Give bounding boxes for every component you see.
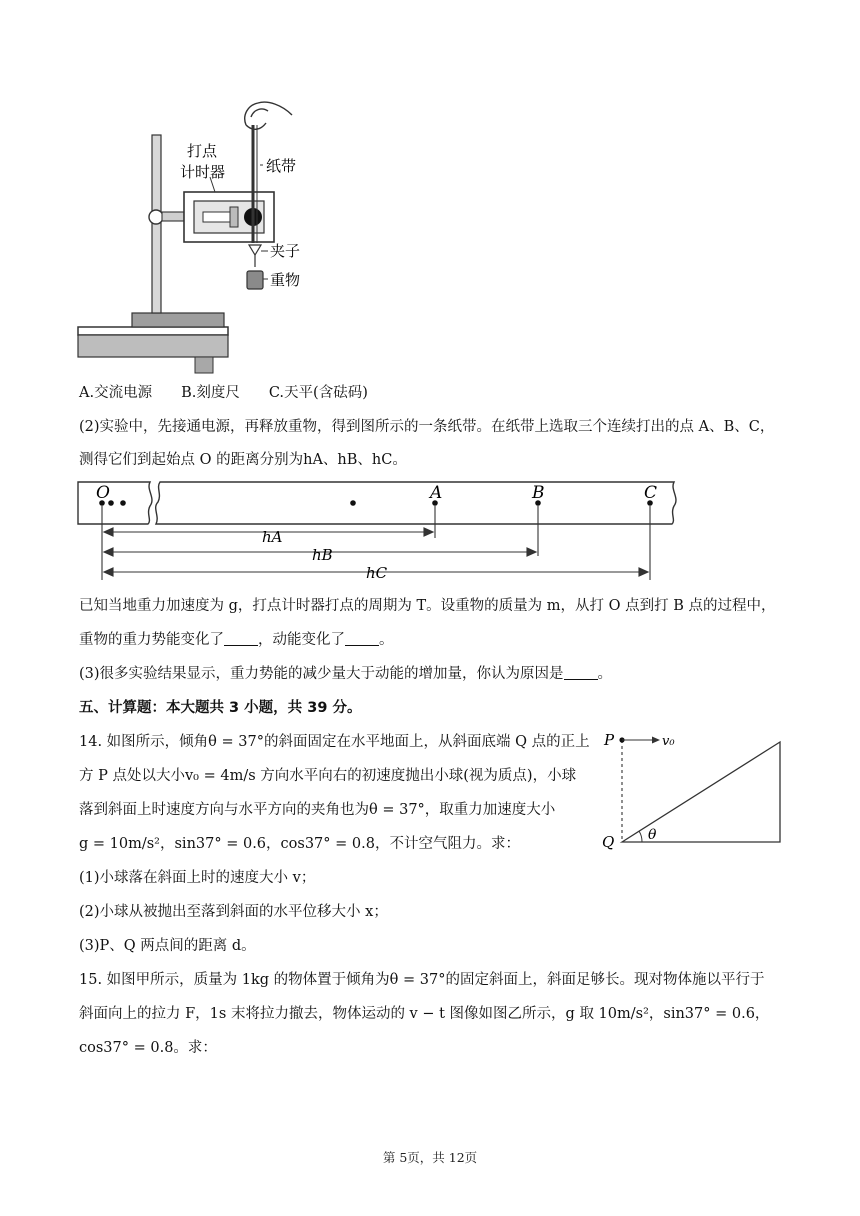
stand-arm [162, 212, 184, 221]
label-timer-line2: 计时器 [180, 163, 226, 181]
label-clamp: 夹子 [270, 242, 301, 260]
timer-core [203, 212, 233, 222]
tape-strip [78, 482, 152, 524]
label-O: O [96, 483, 110, 503]
label-C: C [644, 483, 658, 503]
q14-line1: 14. 如图所示，倾角θ = 37°的斜面固定在水平地面上，从斜面底端 Q 点的正上 [79, 734, 590, 750]
q2-line1: (2)实验中，先接通电源，再释放重物，得到图所示的一条纸带。在纸带上选取三个连续打出的点 A、B、C， [79, 419, 775, 435]
label-hB: hB [312, 546, 333, 564]
clamp-icon [249, 245, 261, 255]
page-footer: 第 5页，共 12页 [382, 1150, 478, 1165]
table-top [78, 327, 228, 335]
label-v0: v₀ [662, 734, 675, 749]
label-hC: hC [366, 564, 388, 582]
label-B: B [532, 483, 545, 503]
q14-sub1: (1)小球落在斜面上时的速度大小 v； [79, 870, 316, 886]
stand-base [132, 313, 224, 327]
options-line: A.交流电源 B.刻度尺 C.天平(含砝码) [79, 385, 368, 401]
label-P: P [604, 731, 615, 749]
table-leg [195, 357, 213, 373]
dot-O3 [120, 500, 126, 506]
label-timer-line1: 打点 [187, 142, 218, 160]
q14-sub3: (3)P、Q 两点间的距离 d。 [79, 938, 256, 954]
q14-line4: g = 10m/s²，sin37° = 0.6，cos37° = 0.8，不计空气阻力。求： [79, 836, 520, 852]
weight-icon [247, 271, 263, 289]
incline-figure [600, 726, 790, 852]
stand-clamp-knob [149, 210, 163, 224]
q15-line1: 15. 如图甲所示，质量为 1kg 的物体置于倾角为θ = 37°的固定斜面上，斜面足够长。现对物体施以平行于 [79, 972, 765, 988]
answer-blank-kinetic[interactable] [345, 631, 379, 646]
label-weight: 重物 [270, 271, 301, 289]
q3-line: (3)很多实验结果显示，重力势能的减少量大于动能的增加量，你认为原因是 。 [79, 666, 613, 682]
q14-line3: 落到斜面上时速度方向与水平方向的夹角也为θ = 37°，取重力加速度大小 [79, 802, 556, 818]
timer-plate [230, 207, 238, 227]
q2-cont-line1: 已知当地重力加速度为 g，打点计时器打点的周期为 T。设重物的质量为 m，从打 O 点到打 B 点的过程中， [79, 598, 776, 614]
tape-figure [76, 476, 686, 586]
label-hA: hA [262, 528, 283, 546]
q14-line2: 方 P 点处以大小v₀ = 4m/s 方向水平向右的初速度抛出小球(视为质点)，小球 [79, 768, 577, 784]
angle-arc [639, 831, 642, 842]
section-title: 五、计算题：本大题共 3 小题，共 39 分。 [79, 700, 362, 716]
label-Q: Q [602, 833, 615, 851]
q15-line3: cos37° = 0.8。求： [79, 1040, 217, 1056]
incline-triangle [622, 742, 780, 842]
answer-blank-reason[interactable] [564, 665, 598, 680]
q15-line2: 斜面向上的拉力 F，1s 末将拉力撤去，物体运动的 v − t 图像如图乙所示，g 取 10m/s²，sin37° = 0.6， [79, 1006, 770, 1022]
q2-cont-line2: 重物的重力势能变化了 ，动能变化了 。 [79, 632, 394, 648]
velocity-arrowhead [652, 737, 660, 744]
label-A: A [430, 483, 443, 503]
q2-line2: 测得它们到起始点 O 的距离分别为hA、hB、hC。 [79, 452, 407, 468]
apparatus-figure [70, 95, 330, 380]
label-theta: θ [648, 827, 657, 843]
q14-sub2: (2)小球从被抛出至落到斜面的水平位移大小 x； [79, 904, 388, 920]
label-tape: 纸带 [266, 157, 297, 175]
table-front [78, 335, 228, 357]
dot-mid [350, 500, 356, 506]
tape-strip-right [156, 482, 676, 524]
answer-blank-potential[interactable] [224, 631, 258, 646]
